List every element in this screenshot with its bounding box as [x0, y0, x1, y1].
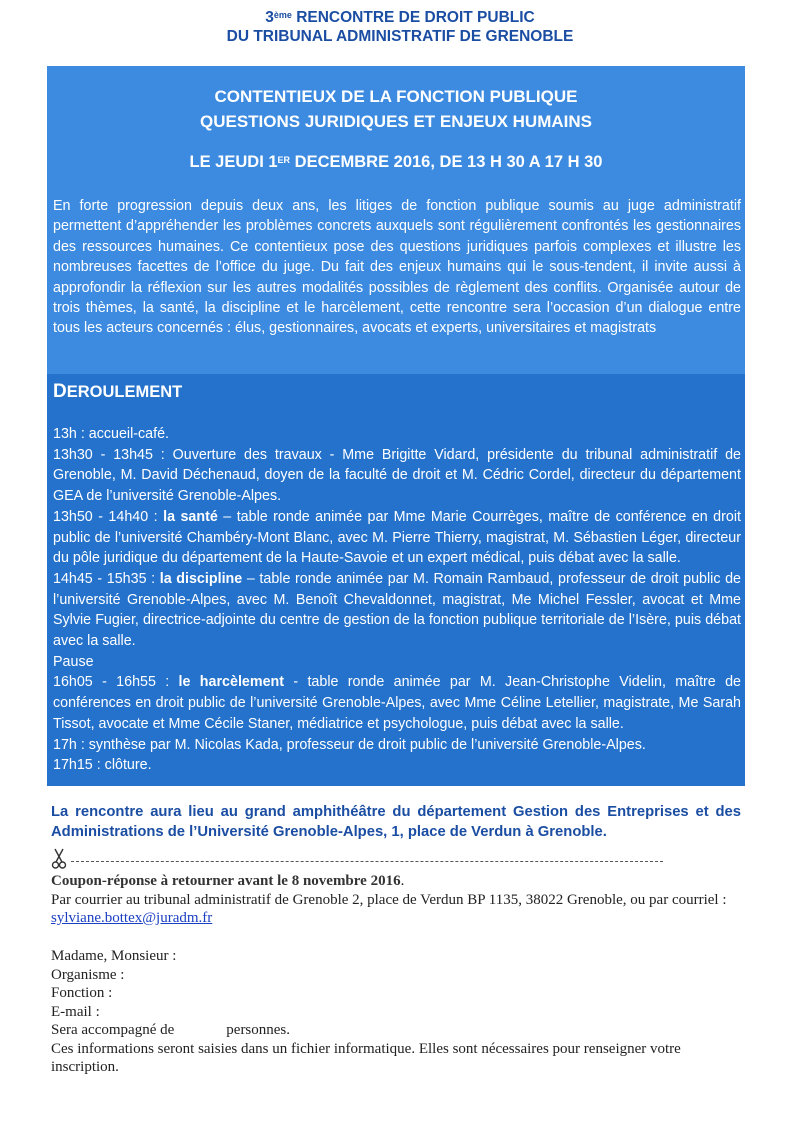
- venue-notice: La rencontre aura lieu au grand amphithéâtre du département Gestion des Entreprises et des Administrations de l’Université Grenoble-Alpes, 1, place de Verdun à Grenoble.: [51, 804, 741, 840]
- program-item-ouverture: 13h30 - 13h45 : Ouverture des travaux - Mme Brigitte Vidard, présidente du tribunal administratif de Grenoble, M. David Déchenaud, doyen de la faculté de droit et M. Cédric Cordel, directeur du département GEA de l’université Grenoble-Alpes.: [53, 446, 741, 505]
- program-item-synthese: 17h : synthèse par M. Nicolas Kada, professeur de droit public de l’université Grenoble-Alpes.: [53, 736, 646, 753]
- header-line-1-text: RENCONTRE DE DROIT PUBLIC: [291, 9, 535, 26]
- banner-title-line-2: QUESTIONS JURIDIQUES ET ENJEUX HUMAINS: [199, 112, 592, 131]
- accompagne-unit: personnes.: [226, 1022, 291, 1038]
- discipline-theme: la discipline: [159, 570, 243, 587]
- form-field-accompagne: [51, 1021, 746, 1040]
- program-item-sante: [53, 507, 741, 569]
- program-item-discipline: [53, 569, 741, 652]
- coupon-email-link[interactable]: sylviane.bottex@juradm.fr: [51, 910, 213, 926]
- form-field-civilite: Madame, Monsieur :: [51, 948, 177, 964]
- deroulement-initial: D: [53, 381, 67, 402]
- deroulement-heading: [53, 381, 182, 403]
- harcelement-theme: le harcèlement: [178, 674, 285, 691]
- event-banner: [47, 66, 745, 786]
- coupon-instructions-text: Par courrier au tribunal administratif de Grenoble 2, place de Verdun BP 1135, 38022 Grenoble, ou par courriel :: [51, 891, 727, 908]
- program-item-cloture: 17h15 : clôture.: [53, 757, 152, 774]
- sante-time: 13h50 - 14h40 :: [53, 508, 164, 525]
- form-privacy-notice: Ces informations seront saisies dans un fichier informatique. Elles sont nécessaires pour renseigner votre inscription.: [51, 1040, 681, 1075]
- cut-line: [51, 848, 663, 868]
- program-item-pause: Pause: [53, 653, 94, 670]
- ordinal-suffix: ème: [273, 10, 292, 20]
- coupon-section: [51, 872, 746, 928]
- deroulement-rest: EROULEMENT: [66, 383, 183, 401]
- harcelement-time: 16h05 - 16h55 :: [53, 674, 179, 691]
- event-header: [0, 8, 800, 46]
- event-date: [47, 152, 745, 173]
- discipline-text: – table ronde animée par M. Romain Rambaud, professeur de droit public de l’université Grenoble-Alpes, avec M. Benoît Chevaldonnet, magistrat, Me Michel Fessler, avocat et Mme Sylvie Fugier, directrice-adjointe du centre de gestion de la fonction publique territoriale de l’Isère, puis débat avec la salle.: [53, 570, 742, 650]
- event-date-prefix: LE JEUDI 1: [189, 153, 278, 171]
- ordinal-number: 3: [265, 9, 274, 26]
- header-line-1: [0, 8, 800, 27]
- banner-title-line-1: CONTENTIEUX DE LA FONCTION PUBLIQUE: [214, 87, 578, 106]
- intro-paragraph: En forte progression depuis deux ans, les litiges de fonction publique soumis au juge administratif permettent d’appréhender les problèmes concrets auxquels sont régulièrement confrontés les gestionnaires des ressources humaines. Ce contentieux pose des questions juridiques parfois complexes et illustre les nombreuses facettes de l’office du juge. Du fait des enjeux humains qui le sous-tendent, il invite aussi à approfondir la réflexion sur les autres modalités possibles de règlement des conflits. Organisée autour de trois thèmes, la santé, la discipline et le harcèlement, cette rencontre sera l’occasion d’un dialogue entre tous les acteurs concernés : élus, gestionnaires, avocats et experts, universitaires et magistrats: [53, 198, 741, 337]
- event-date-rest: DECEMBRE 2016, DE 13 H 30 A 17 H 30: [290, 153, 603, 171]
- sante-theme: la santé: [163, 508, 218, 525]
- coupon-instructions: [51, 891, 746, 928]
- form-field-fonction: Fonction :: [51, 985, 113, 1001]
- harcelement-text: - table ronde animée par M. Jean-Christophe Videlin, maître de conférences en droit public de l’université Grenoble-Alpes, avec Mme Céline Letellier, magistrate, Me Sarah Tissot, avocate et Mme Cécile Staner, médiatrice et psychologue, puis débat avec la salle.: [53, 674, 741, 732]
- coupon-heading: [51, 872, 746, 891]
- sante-text: – table ronde animée par Mme Marie Courrèges, maître de conférence en droit public de l’université Chambéry-Mont Blanc, avec M. Pierre Thierry, magistrat, M. Sébastien Léger, directeur du pôle juridique du département de la Haute-Savoie et un expert médical, puis débat avec la salle.: [53, 508, 741, 567]
- program-list: [53, 424, 741, 776]
- coupon-heading-period: .: [400, 873, 405, 889]
- coupon-heading-text: Coupon-réponse à retourner avant le 8 novembre 2016: [51, 873, 401, 889]
- form-field-organisme: Organisme :: [51, 966, 125, 983]
- scissors-icon: [51, 848, 67, 870]
- accompagne-label: Sera accompagné de: [51, 1022, 175, 1038]
- discipline-time: 14h45 - 15h35 :: [53, 570, 160, 587]
- registration-form: [51, 947, 746, 1077]
- header-line-2: DU TRIBUNAL ADMINISTRATIF DE GRENOBLE: [226, 28, 574, 45]
- program-item-harcelement: [53, 672, 741, 734]
- event-date-suffix: ER: [277, 155, 291, 165]
- program-item-accueil: 13h : accueil-café.: [53, 426, 170, 442]
- form-field-email: E-mail :: [51, 1003, 100, 1020]
- dashed-cut-line: [71, 861, 663, 862]
